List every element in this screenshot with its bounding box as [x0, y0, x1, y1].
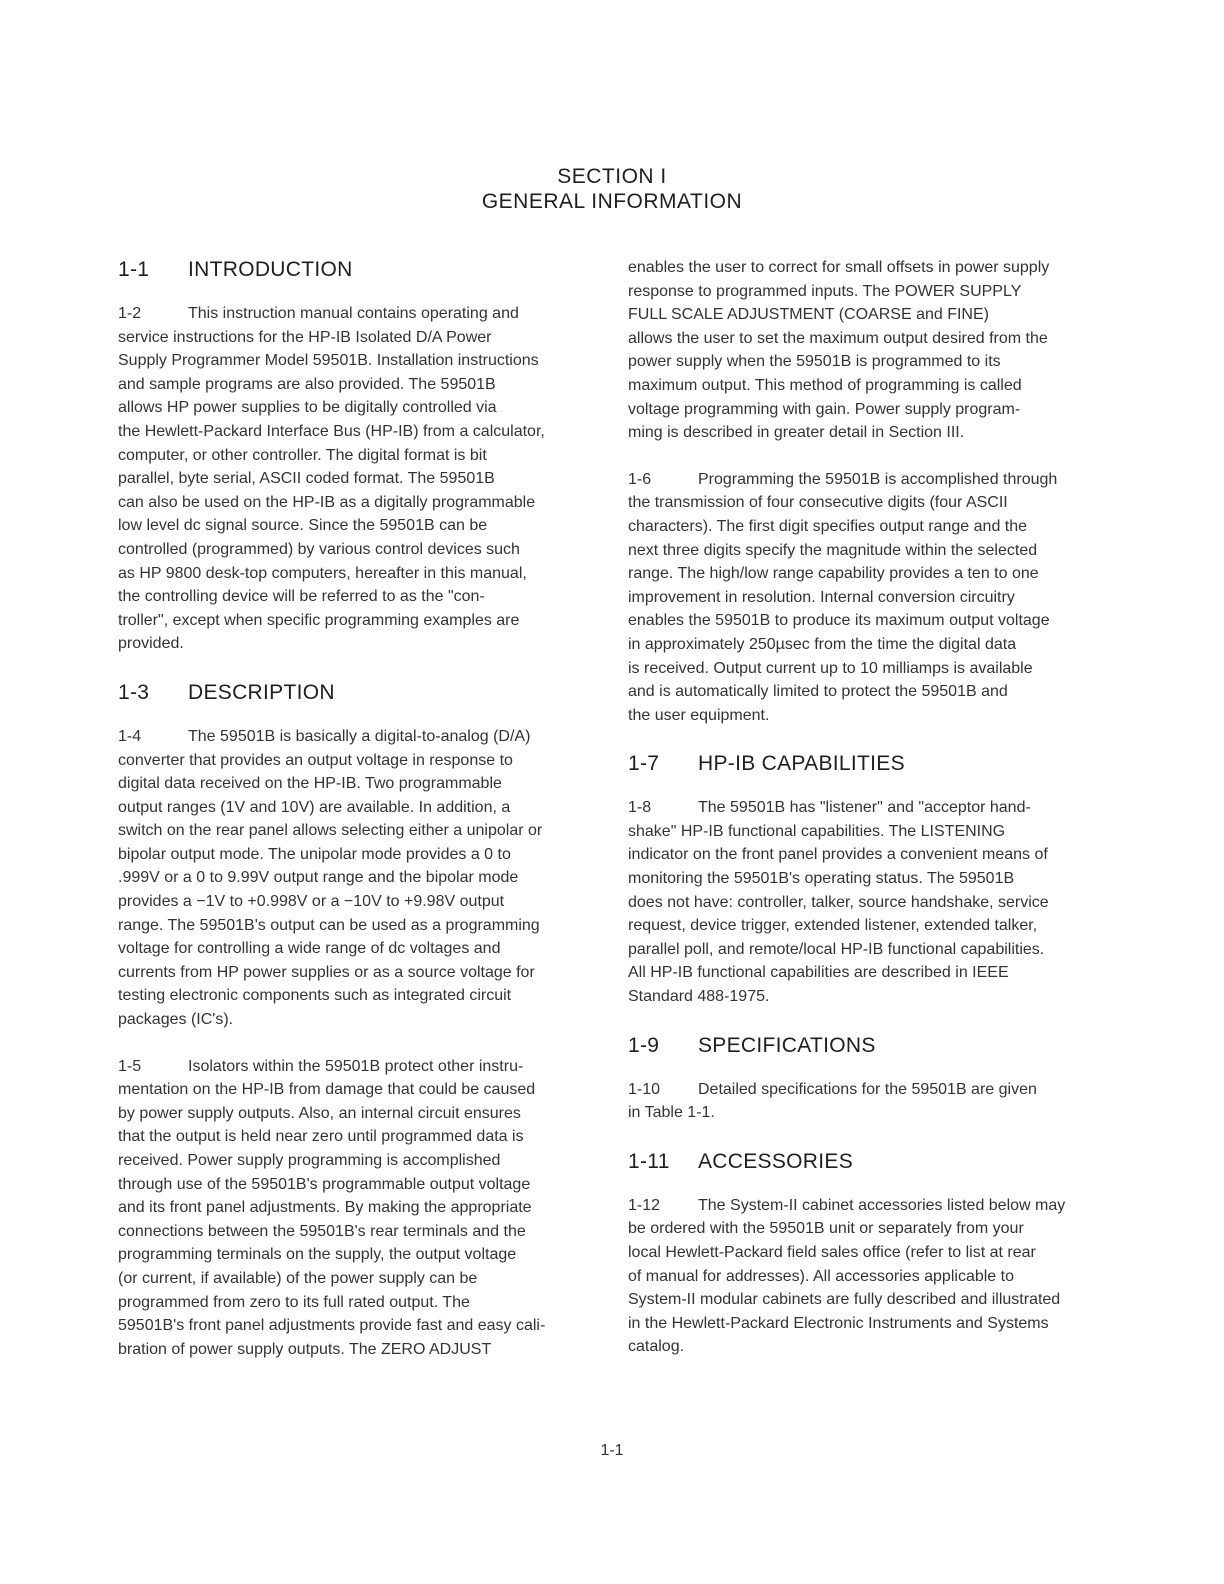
paragraph-number: 1-10: [628, 1080, 661, 1098]
paragraph-text: The System-II cabinet accessories listed below may be ordered with the 59501B unit or separately from your local Hewlett-Packard field sales office (refer to list at rear of manual for addresses). All accessories applicable to System-II modular cabinets are fully described and illustrated in the Hewlett-Packard Electronic Instruments and Systems catalog.: [628, 1196, 1066, 1356]
heading-hpib-capabilities: [628, 750, 1118, 778]
paragraph-1-5: [118, 1055, 598, 1362]
paragraph-text: The 59501B is basically a digital-to-analog (D/A) converter that provides an output voltage in response to digital data received on the HP-IB. Two programmable output ranges (1V and 10V) are available. In addition, a switch on the rear panel allows selecting either a unipolar or bipolar output mode. The unipolar mode provides a 0 to .999V or a 0 to 9.99V output range and the bipolar mode provides a −1V to +0.998V or a −10V to +9.98V output range. The 59501B's output can be used as a programming voltage for controlling a wide range of dc voltages and currents from HP power supplies or as a source voltage for testing electronic components such as integrated circuit packages (IC's).: [118, 727, 543, 1029]
heading-accessories: [628, 1148, 1118, 1176]
section-name: GENERAL INFORMATION: [481, 190, 743, 213]
paragraph-number: 1-5: [118, 1057, 142, 1075]
heading-number: 1-1: [118, 258, 150, 281]
paragraph-1-6: [628, 468, 1118, 728]
heading-number: 1-9: [628, 1033, 660, 1057]
paragraph-1-8: [628, 796, 1118, 1008]
heading-introduction: [118, 256, 598, 284]
paragraph-text: Isolators within the 59501B protect other instru- mentation on the HP-IB from damage that could be caused by power supply outputs. Also, an internal circuit ensures that the output is held near zero until programmed data is received. Power supply programming is accomplished through use of the 59501B's programmable output voltage and its front panel adjustments. By making the appropriate connections between the 59501B's rear terminals and the programming terminals on the supply, the output voltage (or current, if available) of the power supply can be programmed from zero to its full rated output. The 59501B's front panel adjustments provide fast and easy cali- bration of power supply outputs. The ZERO ADJUST: [118, 1057, 546, 1358]
paragraph-1-2: [118, 302, 598, 656]
heading-title: ACCESSORIES: [698, 1149, 854, 1173]
paragraph-number: 1-12: [628, 1196, 661, 1214]
heading-number: 1-3: [118, 680, 150, 704]
heading-title: INTRODUCTION: [188, 258, 353, 281]
paragraph-1-12: [628, 1194, 1118, 1359]
heading-title: SPECIFICATIONS: [698, 1033, 876, 1057]
left-column: [118, 256, 598, 1384]
right-column: [628, 256, 1118, 1382]
paragraph-1-4: [118, 725, 598, 1032]
paragraph-number: 1-8: [628, 799, 652, 817]
paragraph-number: 1-2: [118, 305, 142, 322]
section-number: SECTION I: [557, 165, 667, 188]
page-number: 1-1: [600, 1442, 624, 1459]
paragraph-text: This instruction manual contains operating and service instructions for the HP-IB Isolated D/A Power Supply Programmer Model 59501B. Installation instructions and sample programs are also provided. The 59501B allows HP power supplies to be digitally controlled via the Hewlett-Packard Interface Bus (HP-IB) from a calculator, computer, or other controller. The digital format is bit parallel, byte serial, ASCII coded format. The 59501B can also be used on the HP-IB as a digitally programmable low level dc signal source. Since the 59501B can be controlled (programmed) by various control devices such as HP 9800 desk-top computers, hereafter in this manual, the controlling device will be referred to as the "con- troller", except when specific programming examples are provided.: [118, 305, 545, 653]
paragraph-text: Programming the 59501B is accomplished through the transmission of four consecutive digits (four ASCII characters). The first digit specifies output range and the next three digits specify the magnitude within the selected range. The high/low range capability provides a ten to one improvement in resolution. Internal conversion circuitry enables the 59501B to produce its maximum output voltage in approximately 250µsec from the time the digital data is received. Output current up to 10 milliamps is available and is automatically limited to protect the 59501B and the user equipment.: [628, 470, 1058, 724]
heading-number: 1-7: [628, 752, 660, 776]
paragraph-text: enables the user to correct for small offsets in power supply response to programmed inputs. The POWER SUPPLY FULL SCALE ADJUSTMENT (COARSE and FINE) allows the user to set the maximum output desired from the power supply when the 59501B is programmed to its maximum output. This method of programming is called voltage programming with gain. Power supply program- ming is described in greater detail in Section III.: [628, 259, 1050, 442]
paragraph-number: 1-6: [628, 470, 652, 488]
paragraph-1-10: [628, 1078, 1118, 1125]
heading-title: HP-IB CAPABILITIES: [698, 752, 905, 776]
paragraph-number: 1-4: [118, 727, 142, 745]
section-title: [0, 164, 1224, 214]
paragraph-text: The 59501B has "listener" and "acceptor hand- shake" HP-IB functional capabilities. The LISTENING indicator on the front panel provides a convenient means of monitoring the 59501B's operating status. The 59501B does not have: controller, talker, source handshake, service request, device trigger, extended listener, extended talker, parallel poll, and remote/local HP-IB functional capabilities. All HP-IB functional capabilities are described in IEEE Standard 488-1975.: [628, 799, 1049, 1006]
paragraph-text: Detailed specifications for the 59501B are given in Table 1-1.: [628, 1080, 1037, 1122]
heading-specifications: [628, 1032, 1118, 1060]
heading-title: DESCRIPTION: [188, 680, 335, 704]
heading-number: 1-11: [628, 1149, 670, 1173]
heading-description: [118, 679, 598, 707]
paragraph-1-5-continued: [628, 256, 1118, 445]
